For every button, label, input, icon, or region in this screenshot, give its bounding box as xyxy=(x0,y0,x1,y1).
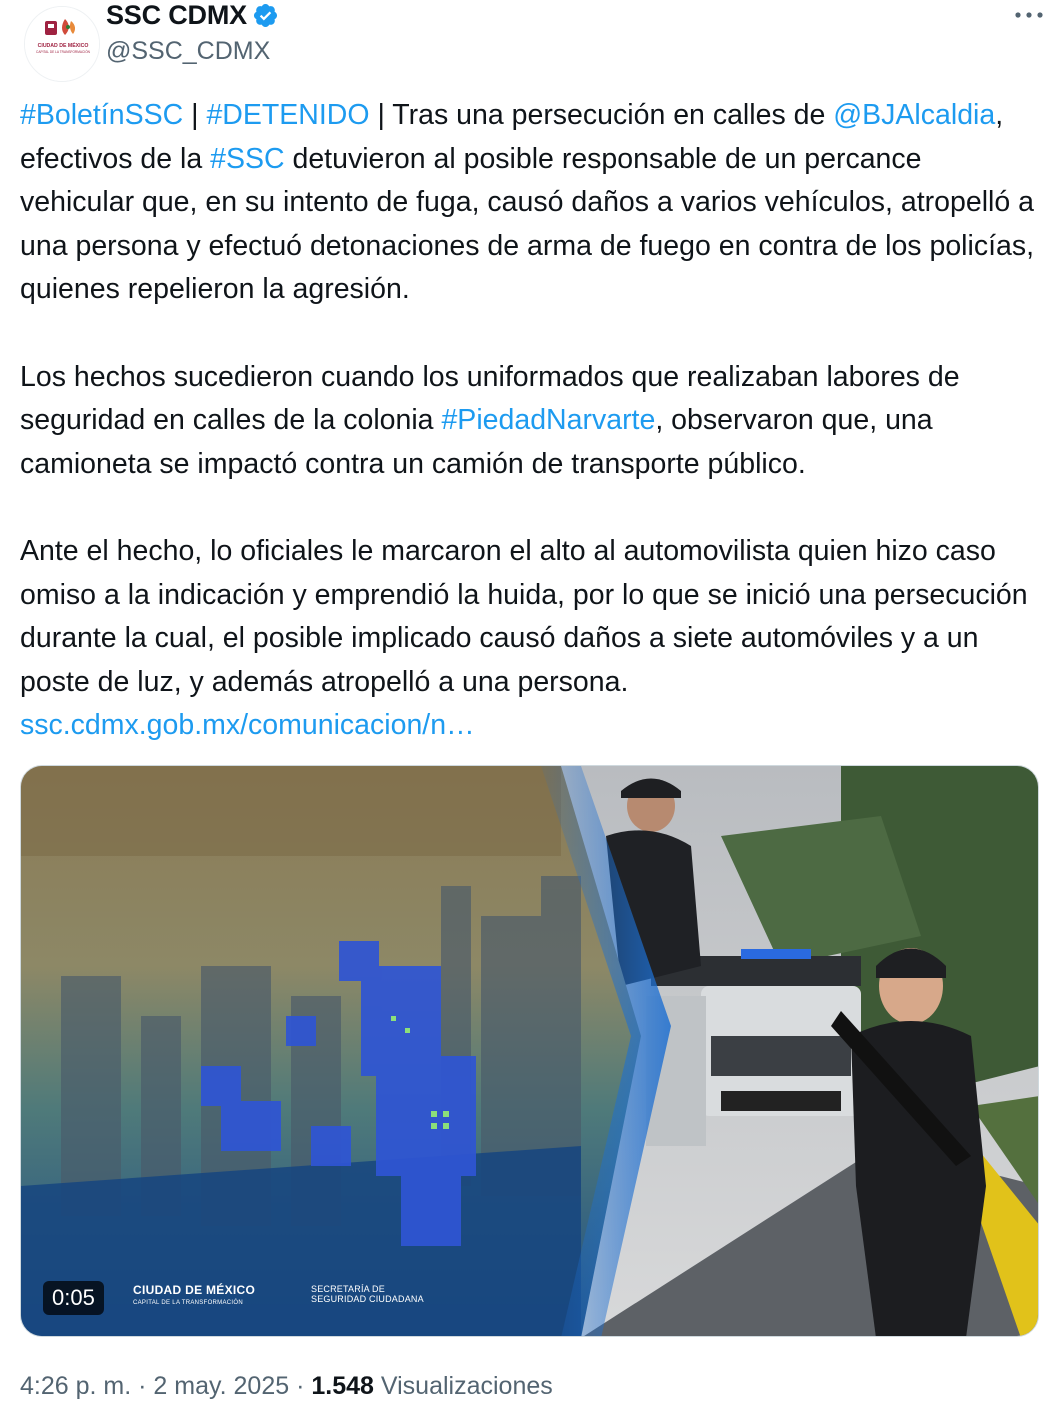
video-logo-cdmx-title: CIUDAD DE MÉXICO xyxy=(133,1283,256,1297)
more-horizontal-icon[interactable] xyxy=(1014,10,1044,20)
video-player[interactable] xyxy=(20,765,1039,1337)
hashtag-link[interactable]: #SSC xyxy=(210,142,285,175)
author-handle[interactable]: @SSC_CDMX xyxy=(106,37,271,65)
tweet-paragraph xyxy=(20,356,1038,487)
video-thumbnail xyxy=(21,766,1039,1337)
tweet-text-segment: | Tras una persecución en calles de xyxy=(369,99,834,131)
video-duration[interactable]: 0:05 xyxy=(43,1281,104,1315)
url-link[interactable]: ssc.cdmx.gob.mx/comunicacion/n… xyxy=(20,709,475,742)
cdmx-logo-icon xyxy=(25,7,100,82)
tweet-text-segment: detuvieron al posible responsable de un percance vehicular que, en su intento de fuga, causó daños a varios vehículos, atropelló a una persona y efectuó detonaciones de arma de fuego en contra de los policías, quienes repelieron la agresión. xyxy=(20,142,1035,306)
tweet-text-segment: , observaron que, una camioneta se impactó contra un camión de transporte público. xyxy=(20,404,933,480)
meta-separator: · xyxy=(296,1372,305,1400)
display-name[interactable]: SSC CDMX xyxy=(106,0,247,30)
svg-text:CIUDAD DE MÉXICO: CIUDAD DE MÉXICO xyxy=(37,43,89,49)
verified-badge-icon xyxy=(252,2,279,29)
tweet-text-segment: Ante el hecho, lo oficiales le marcaron el alto al automovilista quien hizo caso omiso a la indicación y emprendió la huida, por lo que se inició una persecución durante la cual, el posible implicado causó daños a siete automóviles y a un poste de luz, y además atropelló a una persona. xyxy=(20,534,1028,698)
video-logo-ssc-line2: SEGURIDAD CIUDADANA xyxy=(311,1294,424,1305)
hashtag-link[interactable]: #BoletínSSC xyxy=(20,99,184,131)
video-logo-ssc xyxy=(311,1284,424,1305)
tweet-text-segment: | xyxy=(183,99,207,131)
display-name-row xyxy=(106,0,279,30)
tweet-text-segment: , efectivos de la xyxy=(20,99,1004,175)
avatar[interactable] xyxy=(24,6,100,82)
svg-text:CAPITAL DE LA TRANSFORMACIÓN: CAPITAL DE LA TRANSFORMACIÓN xyxy=(36,50,90,54)
hashtag-link[interactable]: #DETENIDO xyxy=(206,99,370,131)
tweet-text xyxy=(20,94,1038,748)
tweet-meta xyxy=(20,1372,553,1401)
author-names xyxy=(106,0,279,66)
tweet-date[interactable]: 2 may. 2025 xyxy=(153,1372,290,1400)
tweet-paragraph xyxy=(20,530,1038,748)
video-logo-ssc-line1: SECRETARÍA DE xyxy=(311,1284,385,1294)
tweet-paragraph xyxy=(20,94,1038,312)
video-logo-cdmx-subtitle: CAPITAL DE LA TRANSFORMACIÓN xyxy=(133,1300,243,1306)
video-logo-cdmx xyxy=(133,1284,255,1306)
meta-separator: · xyxy=(138,1372,147,1400)
tweet-time[interactable]: 4:26 p. m. xyxy=(20,1372,132,1400)
views-count: 1.548 xyxy=(311,1372,374,1400)
tweet-header xyxy=(20,0,1050,80)
hashtag-link[interactable]: #PiedadNarvarte xyxy=(441,404,656,437)
tweet-text-segment: Los hechos sucedieron cuando los uniformados que realizaban labores de seguridad en calles de la colonia xyxy=(20,360,960,437)
views-label: Visualizaciones xyxy=(380,1372,553,1400)
mention-link[interactable]: @BJAlcaldia xyxy=(833,99,996,131)
